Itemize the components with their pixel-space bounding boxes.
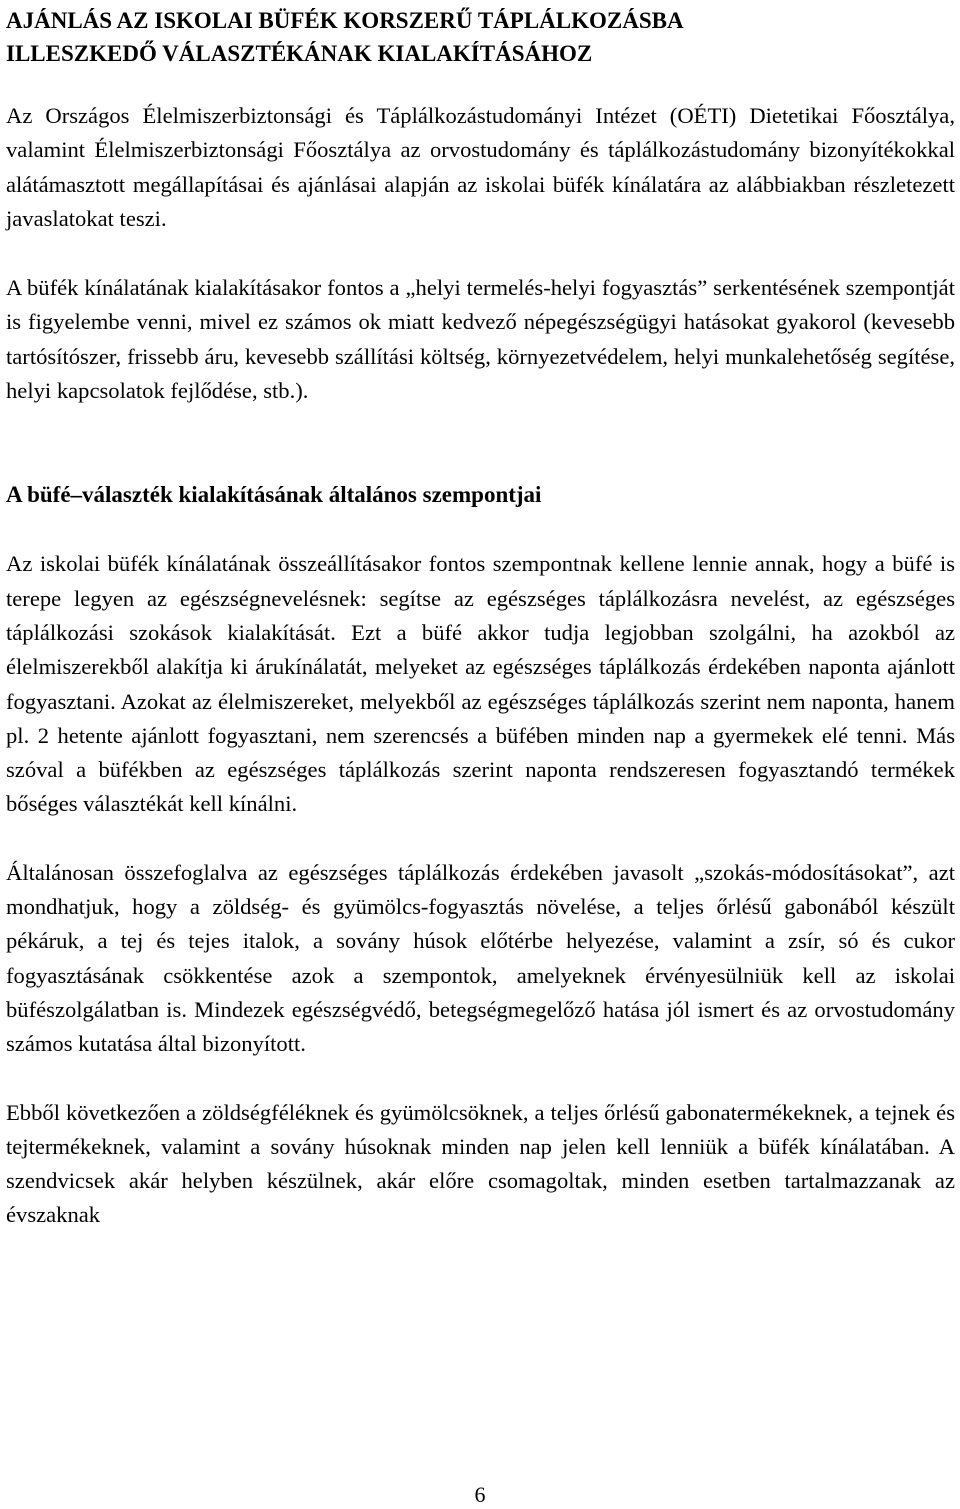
document-title xyxy=(6,4,955,70)
document-title-line-2: ILLESZKEDŐ VÁLASZTÉKÁNAK KIALAKÍTÁSÁHOZ xyxy=(6,41,593,66)
local-production-paragraph: A büfék kínálatának kialakításakor fontos a „helyi termelés-helyi fogyasztás” serkentésének szempontját is figyelembe venni, mivel ez számos ok miatt kedvező népegészségügyi hatásokat gyakorol (kevesebb tartósítószer, frissebb áru, kevesebb szállítási költség, környezetvédelem, helyi munkalehetőség segítése, helyi kapcsolatok fejlődése, stb.). xyxy=(6,275,955,404)
intro-paragraph: Az Országos Élelmiszerbiztonsági és Táplálkozástudományi Intézet (OÉTI) Dietetikai Főosztálya, valamint Élelmiszerbiztonsági Főosztálya az orvostudomány és táplálkozástudomány bizonyítékokkal alátámasztott megállapításai és ajánlásai alapján az iskolai büfék kínálatára az alábbiakban részletezett javaslatokat teszi. xyxy=(6,103,955,231)
followup-paragraph: Ebből következően a zöldségféléknek és gyümölcsöknek, a teljes őrlésű gabonatermékeknek, a tejnek és tejtermékeknek, valamint a sovány húsoknak minden nap jelen kell lenniük a büfék kínálatában. A szendvicsek akár helyben készülnek, akár előre csomagoltak, minden esetben tartalmazzanak az évszaknak xyxy=(6,1099,955,1228)
document-page xyxy=(6,0,955,1233)
general-considerations-paragraph: Az iskolai büfék kínálatának összeállításakor fontos szempontnak kellene lennie annak, hogy a büfé is terepe legyen az egészségnevelésnek: segítse az egészséges táplálkozásra nevelést, az egészséges táplálkozási szokások kialakítását. Ezt a büfé akkor tudja legjobban szolgálni, ha azokból az élelmiszerekből alakítja ki árukínálatát, melyeket az egészséges táplálkozás érdekében naponta ajánlott fogyasztani. Azokat az élelmiszereket, melyekből az egészséges táplálkozás szerint nem naponta, hanem pl. 2 hetente ajánlott fogyasztani, nem szerencsés a büfében minden nap a gyermekek elé tenni. Más szóval a büfékben az egészséges táplálkozás szerint naponta rendszeresen fogyasztandó termékek bőséges választékát kell kínálni. xyxy=(6,551,955,817)
section-heading: A büfé–választék kialakításának általános szempontjai xyxy=(6,482,542,508)
page-number: 6 xyxy=(474,1482,486,1507)
document-title-line-1: AJÁNLÁS AZ ISKOLAI BÜFÉK KORSZERŰ TÁPLÁLKOZÁSBA xyxy=(6,8,684,33)
summary-paragraph: Általánosan összefoglalva az egészséges táplálkozás érdekében javasolt „szokás-módosításokat”, azt mondhatjuk, hogy a zöldség- és gyümölcs-fogyasztás növelése, a teljes őrlésű gabonából készült pékáruk, a tej és tejes italok, a sovány húsok előtérbe helyezése, valamint a zsír, só és cukor fogyasztásának csökkentése azok a szempontok, amelyeknek érvényesülniük kell az iskolai büfészolgálatban is. Mindezek egészségvédő, betegségmegelőző hatása jól ismert és az orvostudomány számos kutatása által bizonyított. xyxy=(6,859,955,1057)
